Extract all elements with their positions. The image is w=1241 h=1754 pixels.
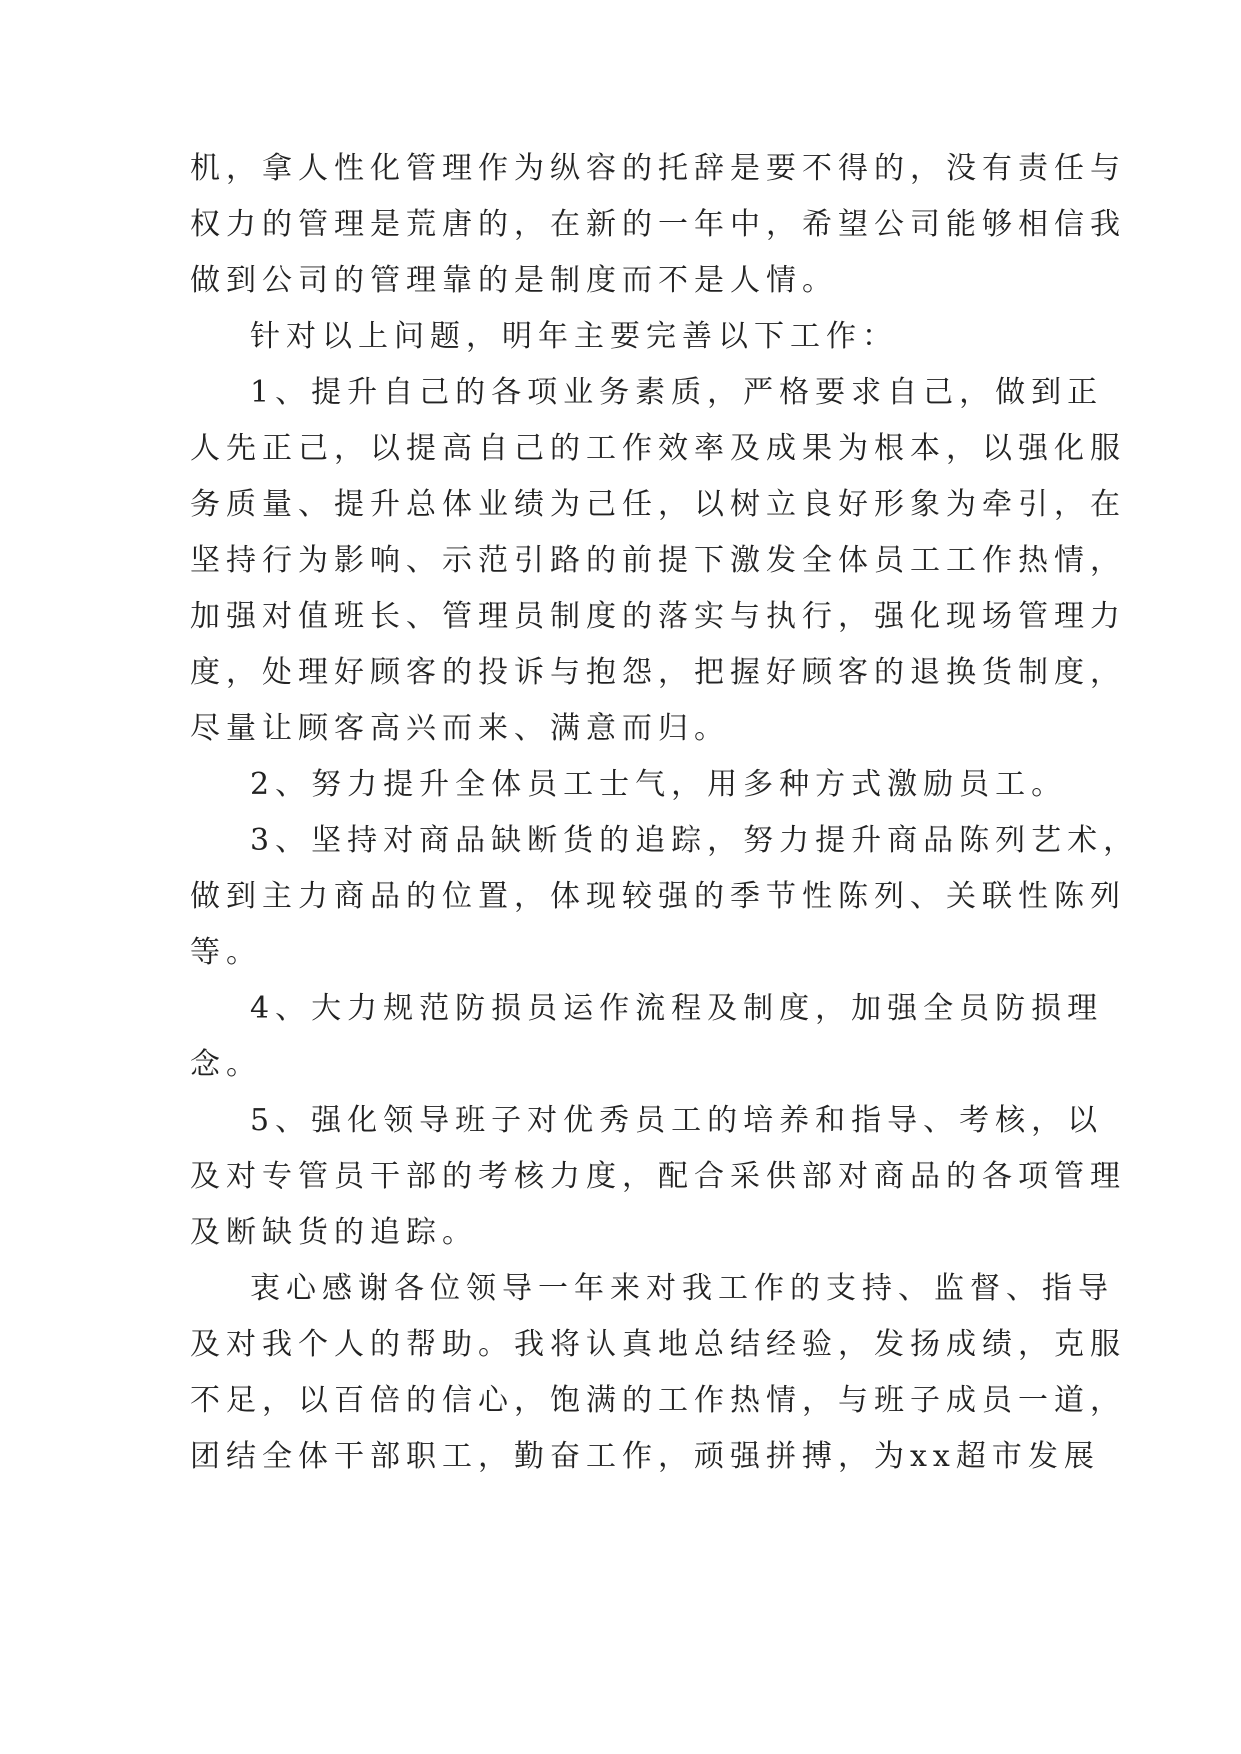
list-item-4: 4、大力规范防损员运作流程及制度，加强全员防损理 <box>250 991 1104 1026</box>
text-line: 机，拿人性化管理作为纵容的托辞是要不得的，没有责任与 <box>190 151 1126 186</box>
list-item-1: 1、提升自己的各项业务素质，严格要求自己，做到正 <box>250 375 1104 410</box>
paragraph-first-line: 衷心感谢各位领导一年来对我工作的支持、监督、指导 <box>250 1271 1114 1306</box>
list-item-3: 3、坚持对商品缺断货的追踪，努力提升商品陈列艺术， <box>250 823 1140 858</box>
text-line: 人先正己，以提高自己的工作效率及成果为根本，以强化服 <box>190 431 1126 466</box>
list-item-2: 2、努力提升全体员工士气，用多种方式激励员工。 <box>250 767 1068 802</box>
text-line: 及对专管员干部的考核力度，配合采供部对商品的各项管理 <box>190 1159 1126 1194</box>
paragraph-first-line: 针对以上问题，明年主要完善以下工作： <box>250 319 898 354</box>
text-line: 及对我个人的帮助。我将认真地总结经验，发扬成绩，克服 <box>190 1327 1126 1362</box>
text-line: 加强对值班长、管理员制度的落实与执行，强化现场管理力 <box>190 599 1126 634</box>
text-line: 坚持行为影响、示范引路的前提下激发全体员工工作热情， <box>190 543 1126 578</box>
text-line: 务质量、提升总体业绩为己任，以树立良好形象为牵引，在 <box>190 487 1126 522</box>
text-line: 念。 <box>190 1047 262 1082</box>
text-line: 及断缺货的追踪。 <box>190 1215 478 1250</box>
text-line: 等。 <box>190 935 262 970</box>
text-line: 不足，以百倍的信心，饱满的工作热情，与班子成员一道， <box>190 1383 1126 1418</box>
text-line: 团结全体干部职工，勤奋工作，顽强拼搏，为xx超市发展 <box>190 1439 1100 1474</box>
text-line: 度，处理好顾客的投诉与抱怨，把握好顾客的退换货制度， <box>190 655 1126 690</box>
text-line: 做到公司的管理靠的是制度而不是人情。 <box>190 263 838 298</box>
text-line: 尽量让顾客高兴而来、满意而归。 <box>190 711 730 746</box>
text-line: 做到主力商品的位置，体现较强的季节性陈列、关联性陈列 <box>190 879 1126 914</box>
list-item-5: 5、强化领导班子对优秀员工的培养和指导、考核，以 <box>250 1103 1104 1138</box>
text-line: 权力的管理是荒唐的，在新的一年中，希望公司能够相信我 <box>190 207 1126 242</box>
